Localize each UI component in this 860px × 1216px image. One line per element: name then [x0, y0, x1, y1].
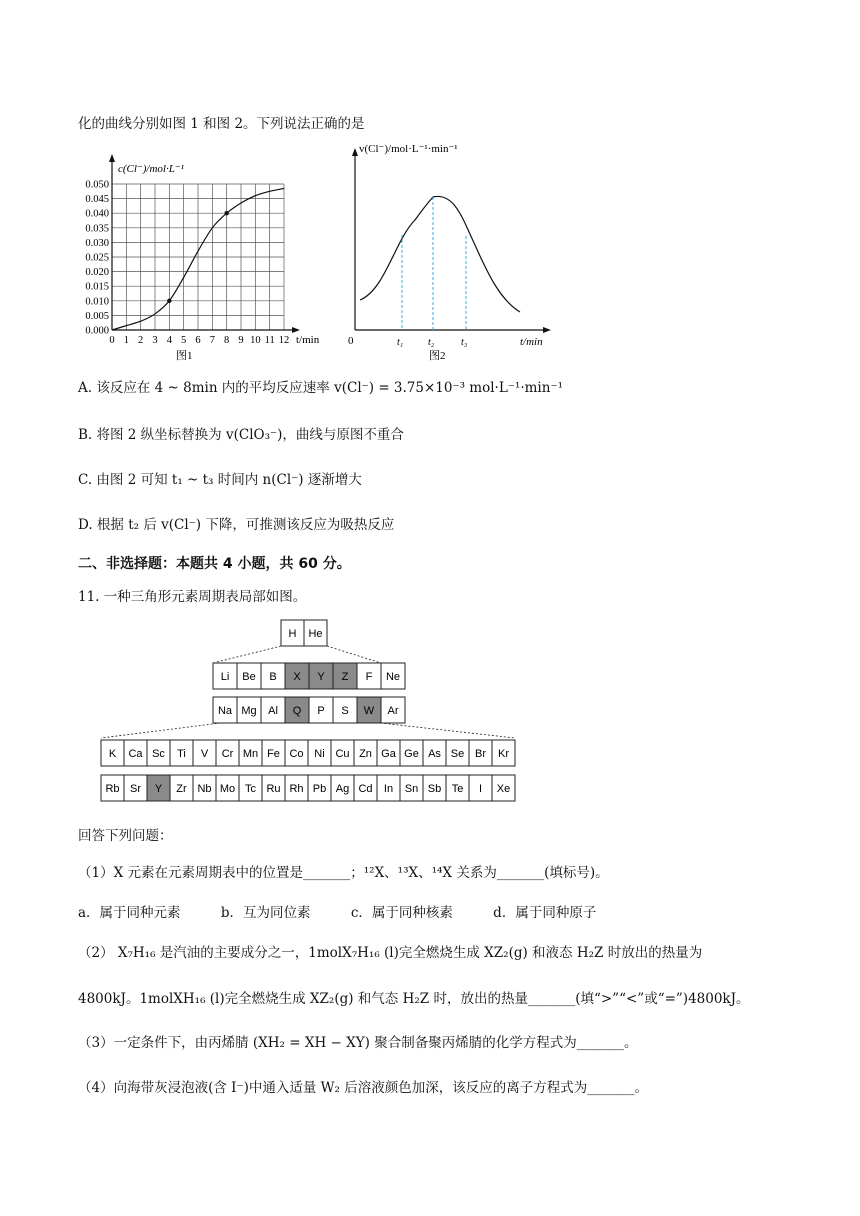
svg-text:Fe: Fe — [267, 748, 280, 760]
element-cell-na — [213, 697, 237, 723]
svg-text:Co: Co — [289, 748, 304, 760]
svg-text:H: H — [288, 628, 297, 640]
element-cell-tc — [239, 775, 262, 801]
element-cell-br — [469, 740, 492, 766]
element-cell-z — [333, 663, 357, 689]
element-cell-zn — [354, 740, 377, 766]
svg-text:S: S — [341, 705, 349, 717]
element-cell-mg — [237, 697, 261, 723]
element-cell-p — [309, 697, 333, 723]
svg-text:Cr: Cr — [221, 748, 234, 760]
svg-text:Mo: Mo — [219, 783, 236, 795]
element-cell-q — [285, 697, 309, 723]
svg-text:Pb: Pb — [312, 783, 327, 795]
x-tick-label: 5 — [181, 335, 187, 346]
element-cell-li — [213, 663, 237, 689]
y-tick-label: 0.050 — [85, 179, 109, 191]
part-1: （1）X 元素在元素周期表中的位置是_______；¹²X、¹³X、¹⁴X 关系为_______(填标号)。 — [78, 865, 609, 881]
fig2-ylabel: v(Cl⁻)/mol·L⁻¹·min⁻¹ — [359, 143, 458, 155]
element-cell-mo — [216, 775, 239, 801]
y-tick-label: 0.005 — [85, 310, 109, 322]
fig2-origin: 0 — [348, 335, 354, 347]
element-cell-y — [147, 775, 170, 801]
intro-text: 化的曲线分别如图 1 和图 2。下列说法正确的是 — [78, 116, 365, 132]
svg-text:X: X — [293, 671, 301, 683]
svg-text:V: V — [200, 748, 209, 760]
svg-text:F: F — [365, 671, 373, 683]
element-cell-kr — [492, 740, 515, 766]
svg-text:Br: Br — [475, 748, 486, 760]
answer-prompt: 回答下列问题： — [78, 828, 173, 844]
y-tick-label: 0.035 — [85, 223, 109, 235]
fig2-t2: t₂ — [428, 337, 435, 348]
x-tick-label: 0 — [109, 335, 115, 346]
figure-1-concentration-chart — [70, 150, 340, 365]
part-2-line-1: （2） X₇H₁₆ 是汽油的主要成分之一，1molX₇H₁₆ (l)完全燃烧生成 XZ₂(g) 和液态 H₂Z 时放出的热量为 — [78, 945, 703, 961]
svg-text:Sb: Sb — [427, 783, 442, 795]
element-cell-cd — [354, 775, 377, 801]
element-cell-ar — [381, 697, 405, 723]
element-cell-w — [357, 697, 381, 723]
element-cell-i — [469, 775, 492, 801]
svg-text:Ni: Ni — [314, 748, 325, 760]
x-tick-label: 2 — [138, 335, 144, 346]
svg-text:P: P — [317, 705, 325, 717]
y-tick-label: 0.015 — [85, 281, 109, 293]
element-cell-rh — [285, 775, 308, 801]
svg-text:Zr: Zr — [176, 783, 187, 795]
x-tick-label: 8 — [224, 335, 230, 346]
element-cell-mn — [239, 740, 262, 766]
element-cell-sb — [423, 775, 446, 801]
x-tick-label: 12 — [278, 335, 290, 346]
element-cell-co — [285, 740, 308, 766]
fig1-caption: 图1 — [176, 350, 193, 362]
part-3: （3）一定条件下，由丙烯腈 (XH₂ = XH − XY) 聚合制备聚丙烯腈的化学方程式为_______。 — [78, 1035, 638, 1051]
svg-text:Se: Se — [450, 748, 465, 760]
element-cell-sn — [400, 775, 423, 801]
svg-text:Ar: Ar — [387, 705, 399, 717]
x-tick-label: 1 — [123, 335, 129, 346]
svg-text:Cu: Cu — [335, 748, 350, 760]
svg-text:Al: Al — [268, 705, 278, 717]
svg-text:Zn: Zn — [359, 748, 372, 760]
y-tick-label: 0.010 — [85, 296, 109, 308]
element-cell-b — [261, 663, 285, 689]
fig1-ylabel: c(Cl⁻)/mol·L⁻¹ — [118, 163, 184, 175]
element-cell-be — [237, 663, 261, 689]
option-d: D. 根据 t₂ 后 v(Cl⁻) 下降，可推测该反应为吸热反应 — [78, 517, 395, 533]
element-cell-in — [377, 775, 400, 801]
element-cell-cu — [331, 740, 354, 766]
option-c: C. 由图 2 可知 t₁ ~ t₃ 时间内 n(Cl⁻) 逐渐增大 — [78, 472, 362, 488]
svg-text:Mn: Mn — [242, 748, 259, 760]
fig2-t3: t₃ — [461, 337, 468, 348]
svg-text:Na: Na — [217, 705, 233, 717]
element-cell-nb — [193, 775, 216, 801]
svg-text:Sc: Sc — [152, 748, 165, 760]
question-11: 11. 一种三角形元素周期表局部如图。 — [78, 589, 307, 605]
x-tick-label: 4 — [166, 335, 172, 346]
fig1-x-arrow — [292, 327, 300, 333]
svg-text:Ag: Ag — [335, 783, 350, 795]
element-cell-h — [281, 620, 304, 646]
svg-text:Li: Li — [220, 671, 230, 683]
svg-text:I: I — [478, 783, 483, 795]
element-cell-v — [193, 740, 216, 766]
choice-c: c．属于同种核素 — [350, 905, 453, 921]
element-cell-ru — [262, 775, 285, 801]
element-cell-ne — [381, 663, 405, 689]
svg-text:Ca: Ca — [128, 748, 143, 760]
triangular-periodic-table — [95, 615, 525, 807]
svg-text:Ru: Ru — [266, 783, 281, 795]
svg-text:Nb: Nb — [197, 783, 212, 795]
svg-text:Tc: Tc — [245, 783, 256, 795]
svg-text:He: He — [308, 628, 323, 640]
fig2-t1: t₁ — [397, 337, 404, 348]
svg-text:In: In — [383, 783, 394, 795]
svg-text:Rb: Rb — [105, 783, 120, 795]
element-cell-y — [309, 663, 333, 689]
svg-text:Be: Be — [242, 671, 256, 683]
y-tick-label: 0.000 — [85, 325, 109, 337]
fig1-xlabel: t/min — [296, 334, 320, 346]
element-cell-fe — [262, 740, 285, 766]
part-4: （4）向海带灰浸泡液(含 I⁻)中通入适量 W₂ 后溶液颜色加深，该反应的离子方程式为_______。 — [78, 1080, 648, 1096]
y-tick-label: 0.025 — [85, 252, 109, 264]
svg-text:Ga: Ga — [381, 748, 396, 760]
y-tick-label: 0.045 — [85, 194, 109, 206]
element-cell-te — [446, 775, 469, 801]
fig2-y-arrow — [352, 148, 358, 156]
element-cell-ni — [308, 740, 331, 766]
svg-text:Sn: Sn — [404, 783, 419, 795]
element-cell-ti — [170, 740, 193, 766]
svg-text:Ti: Ti — [177, 748, 186, 760]
element-cell-xe — [492, 775, 515, 801]
choice-d: d．属于同种原子 — [493, 905, 597, 921]
svg-text:Ne: Ne — [385, 671, 401, 683]
fig2-x-arrow — [543, 327, 551, 333]
svg-text:Y: Y — [317, 671, 325, 683]
y-tick-label: 0.040 — [85, 208, 109, 220]
element-cell-ge — [400, 740, 423, 766]
element-cell-cr — [216, 740, 239, 766]
element-cell-sr — [124, 775, 147, 801]
element-cell-sc — [147, 740, 170, 766]
element-cell-ga — [377, 740, 400, 766]
y-tick-label: 0.030 — [85, 237, 109, 249]
element-cell-f — [357, 663, 381, 689]
part-1-choices — [78, 901, 596, 921]
section-heading: 二、非选择题：本题共 4 小题，共 60 分。 — [78, 556, 351, 572]
x-tick-label: 7 — [209, 335, 215, 346]
fig2-xlabel: t/min — [520, 336, 543, 348]
svg-text:W: W — [363, 705, 375, 717]
option-a: A. 该反应在 4 ~ 8min 内的平均反应速率 v(Cl⁻) = 3.75×10⁻³ mol·L⁻¹·min⁻¹ — [78, 380, 563, 396]
svg-text:Z: Z — [341, 671, 349, 683]
part-2-line-2: 4800kJ。1molXH₁₆ (l)完全燃烧生成 XZ₂(g) 和气态 H₂Z 时，放出的热量_______(填“>”“<”或“=”)4800kJ。 — [78, 991, 750, 1007]
element-cell-al — [261, 697, 285, 723]
svg-text:Mg: Mg — [241, 705, 257, 717]
element-cell-se — [446, 740, 469, 766]
svg-text:Te: Te — [451, 783, 464, 795]
svg-text:K: K — [108, 748, 117, 760]
rate-bell-curve — [360, 196, 520, 312]
element-cell-ca — [124, 740, 147, 766]
element-cell-pb — [308, 775, 331, 801]
figure-2-rate-chart — [345, 140, 565, 365]
fig1-y-arrow — [109, 154, 115, 162]
element-cell-rb — [101, 775, 124, 801]
svg-text:B: B — [269, 671, 277, 683]
element-cell-ag — [331, 775, 354, 801]
svg-text:As: As — [428, 748, 441, 760]
element-cell-he — [304, 620, 327, 646]
svg-text:Ge: Ge — [404, 748, 419, 760]
x-tick-label: 3 — [152, 335, 158, 346]
svg-text:Y: Y — [154, 783, 163, 795]
svg-text:Cd: Cd — [358, 783, 373, 795]
marked-point — [224, 211, 228, 215]
choice-b: b．互为同位素 — [220, 905, 311, 921]
fig2-caption: 图2 — [429, 350, 446, 362]
svg-text:Kr: Kr — [498, 748, 509, 760]
x-tick-label: 6 — [195, 335, 201, 346]
marked-point — [167, 299, 171, 303]
svg-text:Rh: Rh — [289, 783, 304, 795]
option-b: B. 将图 2 纵坐标替换为 v(ClO₃⁻)，曲线与原图不重合 — [78, 427, 404, 443]
x-tick-label: 10 — [250, 335, 261, 346]
choice-a: a．属于同种元素 — [78, 905, 181, 921]
y-tick-label: 0.020 — [85, 267, 109, 279]
x-tick-label: 9 — [238, 335, 244, 346]
svg-text:Sr: Sr — [130, 783, 141, 795]
element-cell-x — [285, 663, 309, 689]
x-tick-label: 11 — [264, 335, 275, 346]
element-cell-as — [423, 740, 446, 766]
element-cell-zr — [170, 775, 193, 801]
element-cell-s — [333, 697, 357, 723]
svg-text:Xe: Xe — [496, 783, 511, 795]
svg-text:Q: Q — [292, 705, 302, 717]
element-cell-k — [101, 740, 124, 766]
